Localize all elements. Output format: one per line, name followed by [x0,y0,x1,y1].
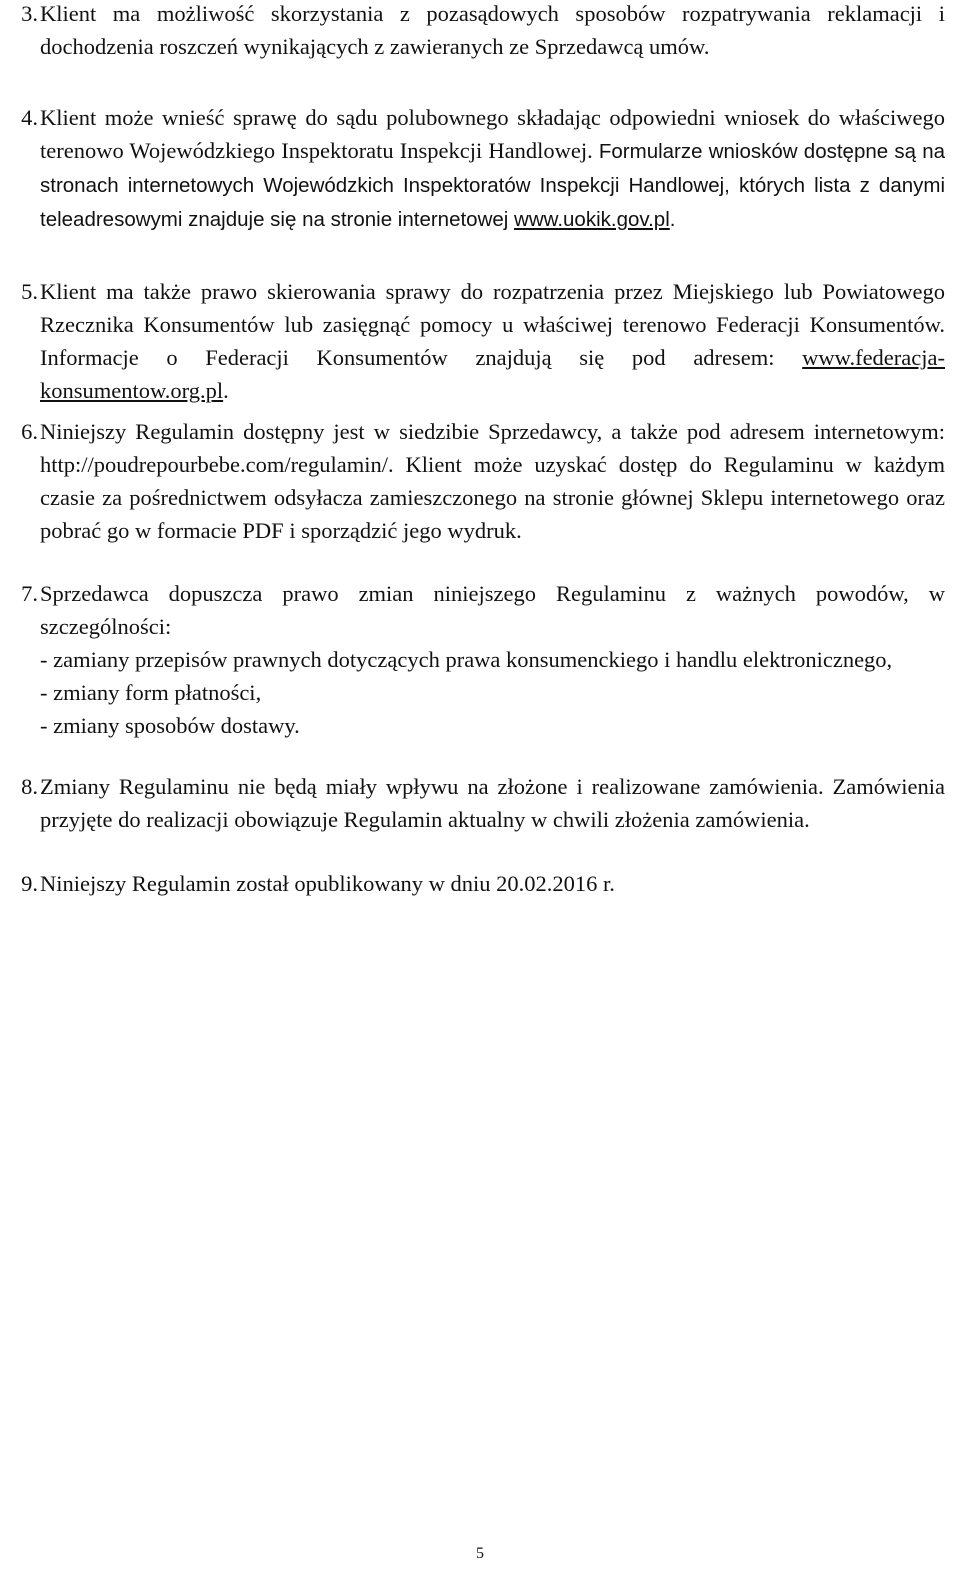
list-text [40,0,945,63]
paragraph: Zmiany Regulaminu nie będą miały wpływu na złożone i realizowane zamówienia. Zamówienia przyjęte do realizacji obowiązuje Regulamin aktualny w chwili złożenia zamówienia. [40,774,945,832]
list-text [40,577,945,742]
sub-item: - zmiany sposobów dostawy. [40,713,300,738]
paragraph-serif-part: Klient może wnieść sprawę do sądu polubownego składając odpowiedni wniosek do właściwego terenowo Wojewódzkiego Inspektoratu Inspekcji Handlowej. [40,105,945,163]
list-number: 7. [21,581,38,606]
list-text [40,415,945,547]
paragraph-text: Klient ma także prawo skierowania sprawy do rozpatrzenia przez Miejskiego lub Powiatowego Rzecznika Konsumentów lub zasięgnąć pomocy u właściwej terenowo Federacji Konsumentów. Informacje o Federacji Konsumentów znajdują się pod adresem: [40,279,945,370]
paragraph: Sprzedawca dopuszcza prawo zmian niniejszego Regulaminu z ważnych powodów, w szczególności: [40,581,945,639]
list-text [40,101,945,236]
sub-item: - zamiany przepisów prawnych dotyczących prawa konsumenckiego i handlu elektronicznego, [40,647,893,672]
link-suffix: . [223,378,229,403]
paragraph: Klient ma możliwość skorzystania z pozasądowych sposobów rozpatrywania reklamacji i dochodzenia roszczeń wynikających z zawieranych ze Sprzedawcą umów. [40,1,945,59]
list-number: 4. [21,105,38,130]
page-number: 5 [476,1545,484,1562]
uokik-link[interactable]: www.uokik.gov.pl [514,208,670,231]
list-text [40,275,945,407]
list-number: 3. [21,1,38,26]
paragraph: Niniejszy Regulamin został opublikowany w dniu 20.02.2016 r. [40,871,615,896]
paragraph [40,101,945,236]
list-text [40,770,945,836]
federacja-link[interactable]: www.federacja-konsumentow.org.pl [40,345,945,403]
list-number: 8. [21,774,38,799]
paragraph: Niniejszy Regulamin dostępny jest w siedzibie Sprzedawcy, a także pod adresem internetowym: http://poudrepourbebe.com/regulamin/. Klient może uzyskać dostęp do Regulaminu w każdym czasie za pośrednictwem odsyłacza zamieszczonego na stronie głównej Sklepu internetowego oraz pobrać go w formacie PDF i sporządzić jego wydruk. [40,419,945,543]
paragraph [40,275,945,407]
sub-item: - zmiany form płatności, [40,680,262,705]
list-number: 6. [21,419,38,444]
list-number: 9. [21,871,38,896]
sans-text: Formularze wniosków dostępne są na stronach internetowych Wojewódzkich Inspektoratów Inspekcji Handlowej, których lista z danymi teleadresowymi znajduje się na stronie internetowej [40,140,945,231]
link-suffix: . [669,208,676,231]
list-text [40,867,945,900]
list-number: 5. [21,279,38,304]
